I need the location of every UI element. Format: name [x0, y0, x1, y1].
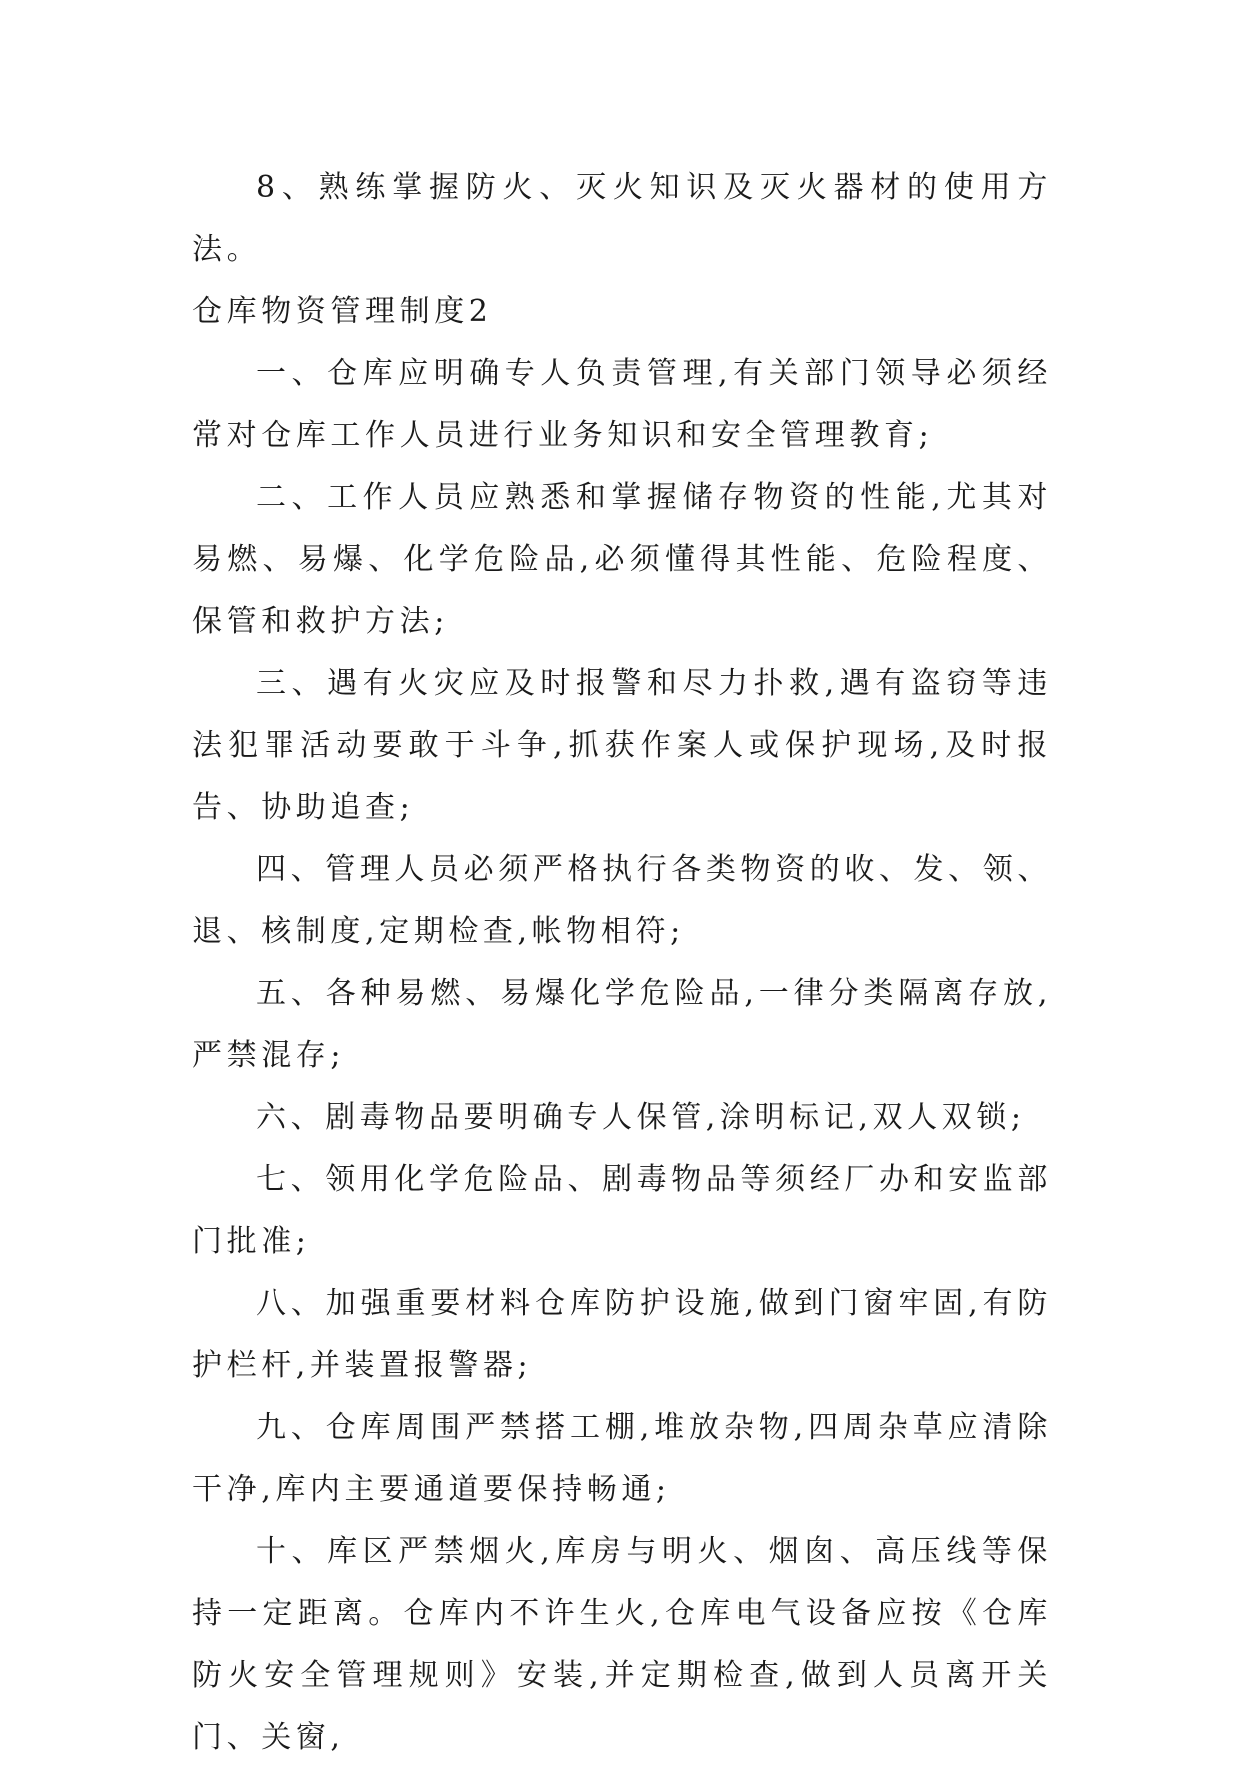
- rule-10-paragraph: 十、库区严禁烟火,库房与明火、烟囱、高压线等保持一定距离。仓库内不许生火,仓库电气设备应按《仓库防火安全管理规则》安装,并定期检查,做到人员离开关门、关窗,: [192, 1534, 1052, 1755]
- rule-9-paragraph: 九、仓库周围严禁搭工棚,堆放杂物,四周杂草应清除干净,库内主要通道要保持畅通;: [192, 1410, 1052, 1507]
- rule-8-paragraph: 八、加强重要材料仓库防护设施,做到门窗牢固,有防护栏杆,并装置报警器;: [192, 1286, 1052, 1383]
- document-body: [192, 157, 1052, 1769]
- rule-4-paragraph: 四、管理人员必须严格执行各类物资的收、发、领、退、核制度,定期检查,帐物相符;: [192, 852, 1052, 949]
- rule-5-paragraph: 五、各种易燃、易爆化学危险品,一律分类隔离存放,严禁混存;: [192, 976, 1052, 1073]
- paragraph-item-8: 8、熟练掌握防火、灭火知识及灭火器材的使用方法。: [192, 170, 1052, 267]
- rule-6-paragraph: 六、剧毒物品要明确专人保管,涂明标记,双人双锁;: [256, 1100, 1026, 1135]
- rule-1-paragraph: 一、仓库应明确专人负责管理,有关部门领导必须经常对仓库工作人员进行业务知识和安全管理教育;: [192, 356, 1052, 453]
- rule-7-paragraph: 七、领用化学危险品、剧毒物品等须经厂办和安监部门批准;: [192, 1162, 1052, 1259]
- rule-2-paragraph: 二、工作人员应熟悉和掌握储存物资的性能,尤其对易燃、易爆、化学危险品,必须懂得其性能、危险程度、保管和救护方法;: [192, 480, 1052, 639]
- rule-3-paragraph: 三、遇有火灾应及时报警和尽力扑救,遇有盗窃等违法犯罪活动要敢于斗争,抓获作案人或保护现场,及时报告、协助追查;: [192, 666, 1052, 825]
- section-heading: 仓库物资管理制度2: [192, 294, 493, 329]
